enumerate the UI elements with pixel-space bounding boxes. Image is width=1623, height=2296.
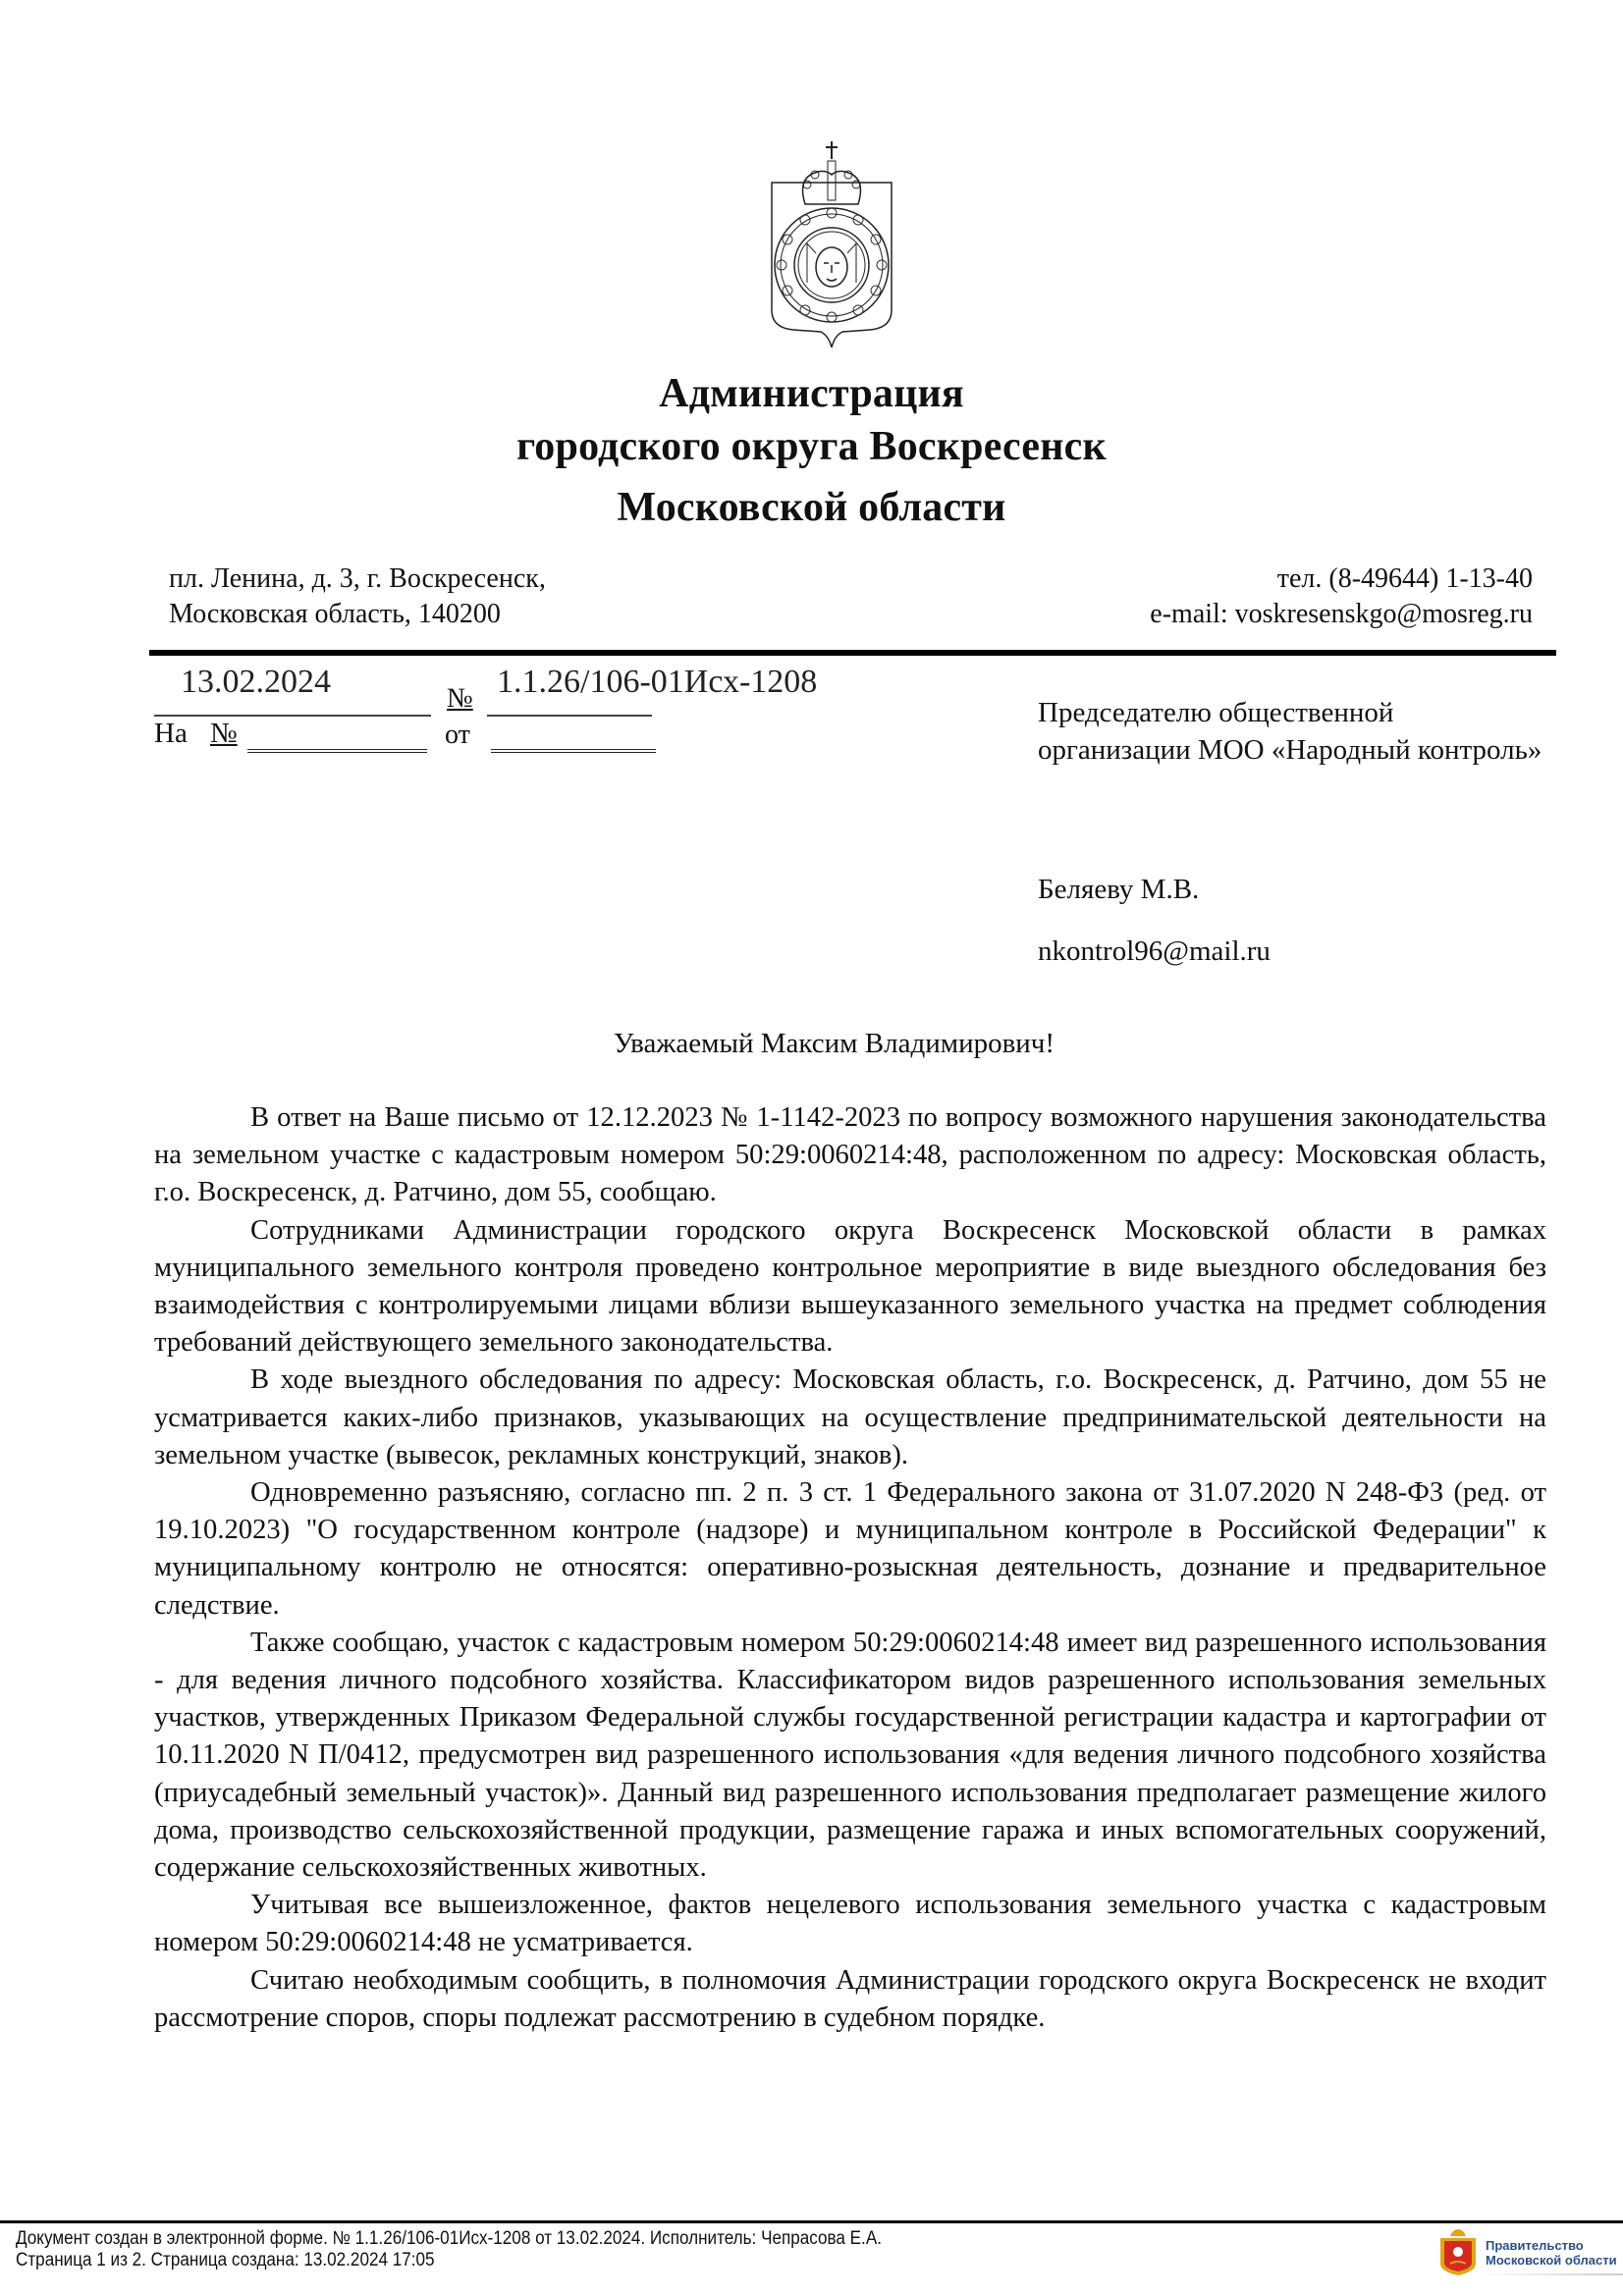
moscow-oblast-coat-of-arms-icon: [1436, 2226, 1480, 2277]
body-paragraph: Учитывая все вышеизложенное, фактов нецелевого использования земельного участка с кадастровым номером 50:29:0060214:48 не усматривается.: [154, 1890, 1546, 1958]
address-line-2: Московская область, 140200: [169, 599, 501, 629]
date-underline: [154, 715, 431, 717]
voskresensk-coat-of-arms-icon: [768, 135, 895, 349]
footer-page-info: Страница 1 из 2. Страница создана: 13.02.2024 17:05: [16, 2250, 435, 2270]
body-paragraph: В ответ на Ваше письмо от 12.12.2023 № 1-1142-2023 по вопросу возможного нарушения законодательства на земельном участке с кадастровым номером 50:29:0060214:48, расположенном по адресу: Московская область, г.о. Воскресенск, д. Ратчино, дом 55, сообщаю.: [154, 1102, 1546, 1208]
recipient-email: nkontrol96@mail.ru: [1038, 935, 1271, 967]
footer-divider: [0, 2220, 1623, 2223]
recipient-name: Беляеву М.В.: [1038, 874, 1200, 905]
header-divider: [149, 650, 1556, 656]
recipient-title: Председателю общественной организации МОО «Народный контроль»: [1038, 697, 1542, 766]
reply-to-number-sign: №: [210, 718, 238, 749]
footer-document-info: Документ создан в электронной форме. № 1.1.26/106-01Исх-1208 от 13.02.2024. Исполнитель: Чепрасова Е.А.: [16, 2228, 882, 2249]
greeting: Уважаемый Максим Владимирович!: [613, 1028, 1055, 1059]
registration-number-sign: №: [447, 683, 473, 714]
reply-to-number-field: [247, 749, 427, 753]
org-title-line-1: Администрация: [659, 371, 964, 416]
reply-to-label: На: [154, 718, 188, 749]
org-title-line-3: Московской области: [617, 485, 1006, 530]
registration-number: 1.1.26/106-01Исх-1208: [497, 664, 818, 700]
body-paragraph: Считаю необходимым сообщить, в полномочия Администрации городского округа Воскресенск не входит рассмотрение споров, споры подлежат рассмотрению в судебном порядке.: [154, 1964, 1546, 2033]
reply-from-label: от: [445, 720, 470, 750]
reply-from-date-field: [491, 749, 656, 753]
org-phone: тел. (8-49644) 1-13-40: [1276, 563, 1533, 594]
gov-logo-text: [1486, 2238, 1617, 2268]
registration-date: 13.02.2024: [181, 664, 331, 700]
body-paragraph: Также сообщаю, участок с кадастровым номером 50:29:0060214:48 имеет вид разрешенного использования - для ведения личного подсобного хозяйства. Классификатором видов разрешенного использования земельных участков, утвержденных Приказом Федеральной службы государственной регистрации кадастра и картографии от 10.11.2020 N П/0412, предусмотрен вид разрешенного использования «для ведения личного подсобного хозяйства (приусадебный земельный участок)». Данный вид разрешенного использования предполагает размещение жилого дома, производство сельскохозяйственной продукции, размещение гаража и иных вспомогательных сооружений, содержание сельскохозяйственных животных.: [154, 1627, 1546, 1884]
address-line-1: пл. Ленина, д. 3, г. Воскресенск,: [169, 563, 546, 594]
number-underline: [487, 715, 652, 717]
body-paragraph: В ходе выездного обследования по адресу: Московская область, г.о. Воскресенск, д. Ратчино, дом 55 не усматривается каких-либо признаков, указывающих на осуществление предпринимательской деятельности на земельном участке (вывесок, рекламных конструкций, знаков).: [154, 1364, 1546, 1470]
body-paragraph: Сотрудниками Администрации городского округа Воскресенск Московской области в рамках муниципального земельного контроля проведено контрольное мероприятие в виде выездного обследования без взаимодействия с контролируемыми лицами вблизи вышеуказанного земельного участка на предмет соблюдения требований действующего земельного законодательства.: [154, 1214, 1546, 1359]
org-email: e-mail: voskresenskgo@mosreg.ru: [1150, 599, 1533, 629]
gov-logo-line-1: Правительство: [1486, 2238, 1584, 2253]
gov-logo-underline: [1478, 2273, 1623, 2275]
body-paragraph: Одновременно разъясняю, согласно пп. 2 п. 3 ст. 1 Федерального закона от 31.07.2020 N 248-ФЗ (ред. от 19.10.2023) "О государственном контроле (надзоре) и муниципальном контроле в Российской Федерации" к муниципальному контролю не относятся: оперативно-розыскная деятельность, дознание и предварительное следствие.: [154, 1477, 1546, 1621]
org-title-line-2: городского округа Воскресенск: [516, 424, 1107, 469]
org-address: [169, 561, 546, 632]
org-contacts: [1150, 561, 1533, 632]
gov-logo-line-2: Московской области: [1486, 2253, 1617, 2268]
letter-body: [154, 1099, 1546, 2037]
